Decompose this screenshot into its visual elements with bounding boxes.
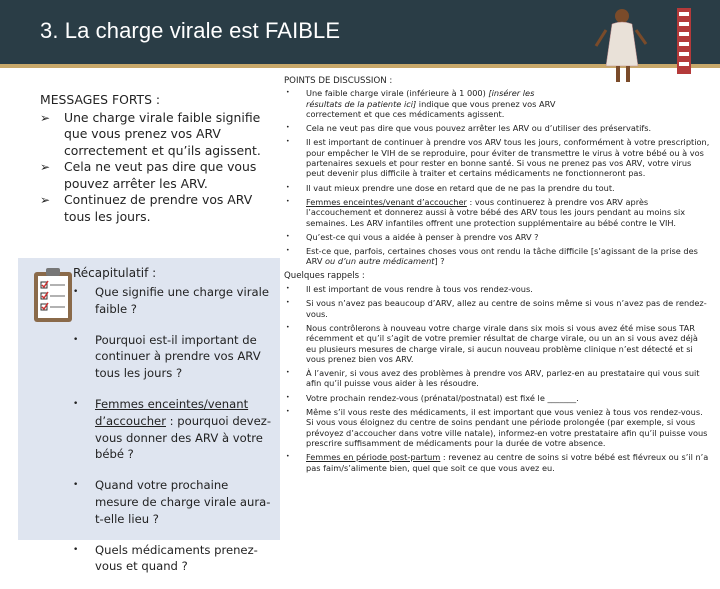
list-item: • Même s’il vous reste des médicaments, il est important que vous veniez à tous vos rendez-vous. Si vous vous éloignez du centre de soins pendant une période prolongée (par exemple, si vous prévoyez d’accoucher dans votre ville natale), informez-en votre prestataire afin qu’il puisse vous prescrire suffisamment de médicaments pour la durée de votre absence. [286, 407, 708, 448]
bullet-icon: • [286, 197, 290, 205]
bullet-icon: • [286, 124, 290, 132]
list-item: • Que signifie une charge virale faible ? [73, 285, 269, 316]
list-item: • Quand votre prochaine mesure de charge virale aura-t-elle lieu ? [73, 478, 271, 526]
bullet-icon: • [286, 323, 290, 331]
list-item: • Une faible charge virale (inférieure à 1 000) [insérer les résultats de la patiente ici] indique que vous prenez vos ARV correctement et que ces médicaments agissent. [286, 88, 556, 119]
list-item: • Femmes enceintes/venant d’accoucher : vous continuerez à prendre vos ARV après l’accouchement et donnerez aussi à votre bébé des ARV tous les jours pendant au moins six semaines. Les ARV infantiles offrent une protection supplémentaire au bébé contre le VIH. [286, 196, 686, 228]
list-item: • Nous contrôlerons à nouveau votre charge virale dans six mois si vous avez été mise sous TAR récemment et qu’il s’agit de votre premier résultat de charge virale, ou un an si vous avez déjà eu plusieurs mesures de charge virale, si aucun nouveau problème clinique n’est détecté et si vous prenez bien vos ARV. [286, 322, 698, 364]
list-item: ➢ Cela ne veut pas dire que vous pouvez arrêter les ARV. [40, 159, 257, 191]
bullet-icon: • [286, 232, 290, 240]
discussion-points [284, 76, 710, 477]
list-item: • Quels médicaments prenez-vous et quand ? [73, 542, 258, 574]
list-item: • Femmes en période post-partum : revenez au centre de soins si votre bébé est fiévreux ou s’il n’a pas faim/s’alimente bien, quel que soit ce que vous avez eu. [286, 452, 709, 473]
discussion-heading: POINTS DE DISCUSSION : [284, 76, 393, 86]
list-item: • À l’avenir, si vous avez des problèmes à prendre vos ARV, parlez-en au prestataire qui vous suit afin qu’il puisse vous aider à les résoudre. [286, 368, 700, 389]
arrow-bullet-icon: ➢ [40, 110, 51, 125]
clinic-illustration [580, 6, 710, 84]
discussion-list [284, 88, 710, 266]
checklist-clipboard-icon [30, 266, 79, 324]
list-item: ➢ Une charge virale faible signifie que vous prenez vos ARV correctement et qu’ils agissent. [40, 109, 261, 158]
slide-title: 3. La charge virale est FAIBLE [40, 18, 341, 43]
bullet-icon: • [286, 183, 290, 191]
bullet-icon: • [286, 247, 290, 255]
bullet-icon: • [286, 408, 290, 416]
bullet-icon: • [286, 393, 290, 401]
list-item: • Cela ne veut pas dire que vous pouvez arrêter les ARV ou d’utiliser des préservatifs. [286, 123, 652, 134]
reminders-list [284, 284, 710, 473]
list-item: • Votre prochain rendez-vous (prénatal/postnatal) est fixé le _______. [286, 392, 579, 403]
bullet-icon: • [286, 299, 290, 307]
arrow-bullet-icon: ➢ [40, 193, 51, 207]
bullet-icon: • [73, 480, 79, 491]
list-item: • Pourquoi est-il important de continuer à prendre vos ARV tous les jours ? [73, 332, 261, 381]
bullet-icon: • [286, 453, 290, 461]
list-item: ➢ Continuez de prendre vos ARV tous les jours. [40, 192, 253, 224]
recap-list [73, 284, 273, 589]
bullet-icon: • [286, 369, 290, 377]
bullet-icon: • [286, 285, 290, 293]
recap-heading: Récapitulatif : [73, 266, 157, 280]
bullet-icon: • [73, 287, 79, 297]
list-item: • Est-ce que, parfois, certaines choses vous ont rendu la tâche difficile [s’agissant de la prise des ARV ou d’un autre médicament] ? [286, 246, 698, 267]
key-messages-list [40, 110, 280, 226]
reminders-heading: Quelques rappels : [284, 270, 365, 281]
key-messages-heading: MESSAGES FORTS : [40, 92, 161, 107]
key-messages [40, 92, 280, 225]
list-item: • Femmes enceintes/venant d’accoucher : pourquoi devez-vous donner des ARV à votre bébé ? [73, 396, 272, 462]
list-item: • Il vaut mieux prendre une dose en retard que de ne pas la prendre du tout. [286, 182, 615, 193]
list-item: • Il est important de vous rendre à tous vos rendez-vous. [286, 284, 533, 295]
bullet-icon: • [286, 138, 290, 146]
list-item: • Si vous n’avez pas beaucoup d’ARV, allez au centre de soins même si vous n’avez pas de rendez-vous. [286, 298, 707, 319]
recap-box [18, 258, 280, 574]
bullet-icon: • [73, 334, 79, 345]
list-item: • Qu’est-ce qui vous a aidée à penser à prendre vos ARV ? [286, 231, 539, 242]
arrow-bullet-icon: ➢ [40, 160, 51, 174]
bullet-icon: • [73, 544, 79, 555]
list-item: • Il est important de continuer à prendre vos ARV tous les jours, conformément à votre prescription, pour empêcher le VIH de se reproduire, pour éviter de transmettre le virus à votre bébé ou à vos partenaires sexuels et pour rester en bonne santé. Si vous ne prenez pas vos ARV, votre virus peut devenir plus difficile à traiter et certains médicaments ne fonctionneront pas. [286, 137, 710, 179]
bullet-icon: • [286, 89, 290, 97]
bullet-icon: • [73, 398, 79, 409]
